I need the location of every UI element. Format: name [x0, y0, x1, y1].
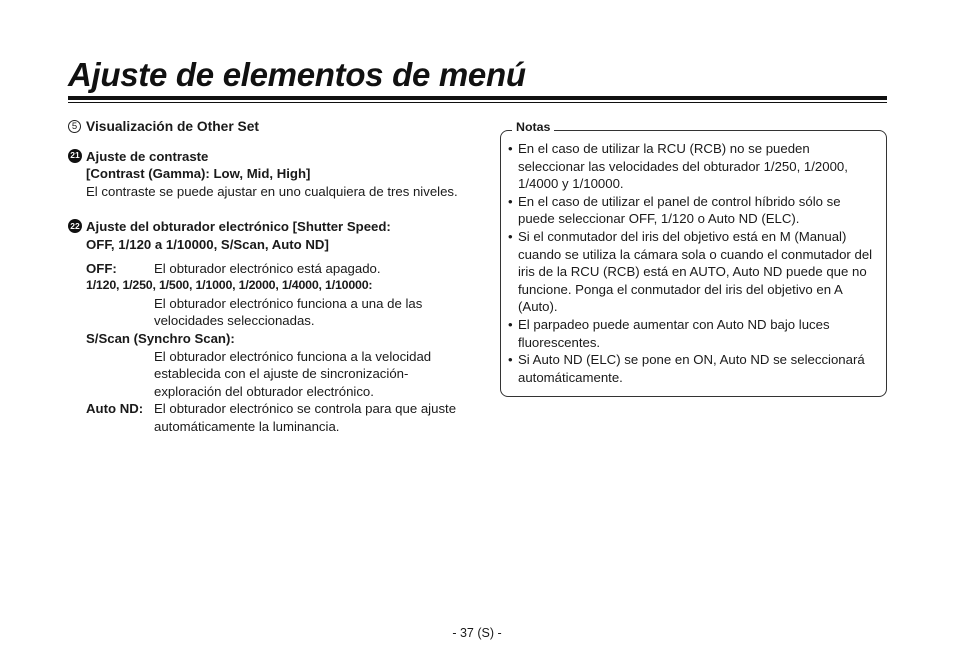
definition-desc-speeds: El obturador electrónico funciona a una de las velocidades seleccionadas. — [154, 295, 423, 329]
item-subheading: [Contrast (Gamma): Low, Mid, High] — [86, 166, 311, 182]
note-item: • Si Auto ND (ELC) se pone en ON, Auto ND se seleccionará automáticamente. — [508, 351, 878, 386]
definition-term: Auto ND: — [86, 401, 144, 417]
definition-term: OFF: — [86, 260, 117, 276]
notes-list — [508, 140, 878, 386]
definition-desc: El obturador electrónico está apagado. — [154, 260, 381, 276]
definition-list — [86, 260, 458, 436]
section-heading-text: Visualización de Other Set — [86, 119, 260, 134]
circled-number-icon: 21 — [68, 149, 82, 163]
title-rule-thin — [68, 102, 887, 103]
notes-title: Notas — [512, 120, 554, 134]
item-shutter — [68, 218, 458, 435]
note-item: • El parpadeo puede aumentar con Auto ND bajo luces fluorescentes. — [508, 316, 878, 351]
note-item: • Si el conmutador del iris del objetivo está en M (Manual) cuando se utiliza la cámara sola o cuando el conmutador del iris de la RCU (RCB) está en AUTO, Auto ND puede que no funcione. Ponga el conmutador del iris del objetivo en A (Auto). — [508, 228, 878, 316]
item-heading-line2: OFF, 1/120 a 1/10000, S/Scan, Auto ND] — [86, 236, 329, 252]
definition-off — [86, 260, 458, 278]
circled-number-icon: 5 — [68, 120, 81, 133]
section-heading — [68, 118, 458, 136]
item-body: El contraste se puede ajustar en uno cualquiera de tres niveles. — [86, 183, 458, 199]
title-rule-thick — [68, 96, 887, 100]
page-number: - 37 (S) - — [452, 626, 502, 640]
definition-term-sscan: S/Scan (Synchro Scan): — [86, 330, 235, 346]
note-item: • En el caso de utilizar el panel de control híbrido sólo se puede seleccionar OFF, 1/120 o Auto ND (ELC). — [508, 193, 878, 228]
item-heading: Ajuste de contraste — [86, 148, 209, 164]
item-heading-line1: Ajuste del obturador electrónico [Shutter Speed: — [86, 219, 391, 235]
definition-autond — [86, 400, 458, 435]
definition-desc-sscan: El obturador electrónico funciona a la velocidad establecida con el ajuste de sincronización-exploración del obturador electrónico. — [154, 348, 432, 399]
circled-number-icon: 22 — [68, 219, 82, 233]
note-item: • En el caso de utilizar la RCU (RCB) no se pueden seleccionar las velocidades del obturador 1/250, 1/2000, 1/4000 y 1/10000. — [508, 140, 878, 193]
item-contrast — [68, 148, 458, 201]
left-column — [68, 118, 458, 436]
definition-desc: El obturador electrónico se controla para que ajuste automáticamente la luminancia. — [154, 401, 457, 434]
page-title: Ajuste de elementos de menú — [68, 56, 526, 93]
definition-term-speeds: 1/120, 1/250, 1/500, 1/1000, 1/2000, 1/4000, 1/10000: — [86, 278, 373, 293]
